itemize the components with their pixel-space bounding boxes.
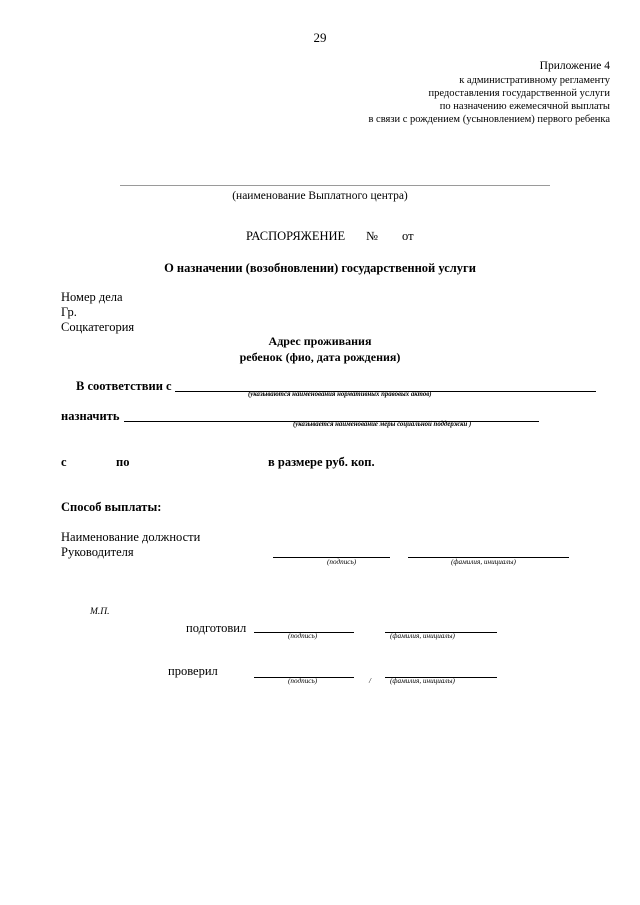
stamp-label: М.П. xyxy=(90,607,110,617)
page-number: 29 xyxy=(313,30,327,45)
checked-slash: / xyxy=(369,677,371,685)
accordance-hint: (указываются наименования нормативных правовых актов) xyxy=(248,391,432,398)
accordance-label: В соответствии с xyxy=(76,379,172,393)
assign-hint: (указывается наименование меры социальной поддержки ) xyxy=(293,421,472,428)
position-label: Наименование должности xyxy=(61,530,201,544)
head-label: Руководителя xyxy=(61,545,134,559)
social-category-label: Соцкатегория xyxy=(61,320,135,334)
checked-name-hint: (фамилия, инициалы) xyxy=(390,677,455,685)
payment-method-label: Способ выплаты: xyxy=(61,500,162,514)
head-name-hint: (фамилия, инициалы) xyxy=(451,558,516,566)
checked-label: проверил xyxy=(168,664,218,678)
head-signature-hint: (подпись) xyxy=(327,558,357,566)
order-from: от xyxy=(402,229,414,243)
appendix-line: по назначению ежемесячной выплаты xyxy=(439,101,610,112)
appendix-line: предоставления государственной услуги xyxy=(428,88,610,99)
payment-center-caption: (наименование Выплатного центра) xyxy=(232,190,408,202)
amount-label: в размере руб. коп. xyxy=(268,455,375,469)
prepared-label: подготовил xyxy=(186,621,247,635)
payment-center-line xyxy=(120,185,550,186)
prepared-signature-hint: (подпись) xyxy=(288,632,318,640)
appendix-line: к административному регламенту xyxy=(459,75,610,86)
prepared-name-hint: (фамилия, инициалы) xyxy=(390,632,455,640)
assign-label: назначить xyxy=(61,409,120,423)
period-to-label: по xyxy=(116,455,130,469)
appendix-title: Приложение 4 xyxy=(539,60,610,72)
period-from-label: с xyxy=(61,455,67,469)
order-subject: О назначении (возобновлении) государственной услуги xyxy=(164,261,476,275)
checked-signature-hint: (подпись) xyxy=(288,677,318,685)
child-info-title: ребенок (фио, дата рождения) xyxy=(239,350,401,364)
address-title: Адрес проживания xyxy=(268,334,372,348)
citizen-label: Гр. xyxy=(61,305,77,319)
case-number-label: Номер дела xyxy=(61,290,123,304)
order-title: РАСПОРЯЖЕНИЕ xyxy=(246,229,346,243)
appendix-line: в связи с рождением (усыновлением) первого ребенка xyxy=(368,114,610,125)
order-number-sign: № xyxy=(366,229,378,243)
